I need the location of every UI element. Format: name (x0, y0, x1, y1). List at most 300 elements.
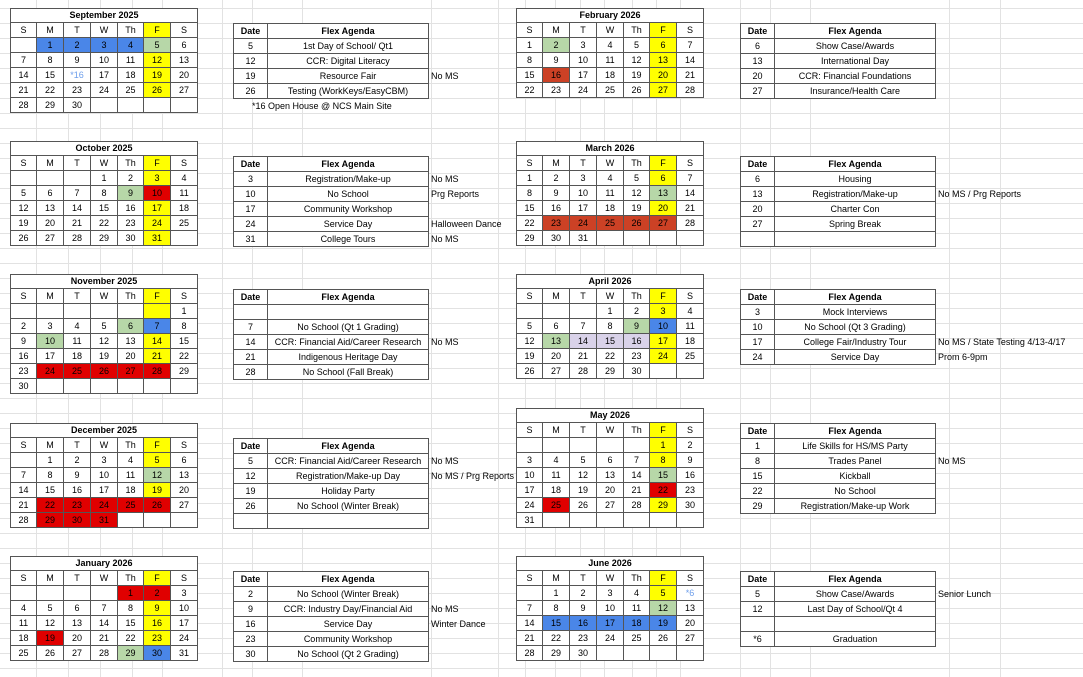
day-of-week-header: F (650, 423, 677, 438)
calendar-day-cell: 24 (650, 349, 677, 364)
agenda-date-cell: 22 (741, 484, 775, 499)
calendar-day-cell: 29 (91, 231, 118, 246)
agenda-note-cell (429, 39, 519, 54)
agenda-date-cell: 26 (234, 84, 268, 99)
calendar-day-cell: 17 (570, 201, 597, 216)
agenda-date-cell: 27 (741, 84, 775, 99)
calendar-day-cell: 31 (144, 231, 171, 246)
calendar-day-cell: 27 (37, 231, 64, 246)
day-of-week-header: S (677, 156, 704, 171)
day-of-week-header: W (91, 571, 118, 586)
agenda-date-cell: 28 (234, 365, 268, 380)
calendar-day-cell: 19 (624, 201, 650, 216)
date-column-header: Date (741, 572, 775, 587)
calendar-day-cell: 26 (624, 216, 650, 231)
calendar-day-cell: 18 (597, 201, 624, 216)
agenda-item-cell: Trades Panel (775, 454, 936, 469)
calendar-day-cell: 5 (144, 38, 171, 53)
notes-cell (936, 290, 1026, 305)
calendar-day-cell: 4 (597, 171, 624, 186)
calendar-day-cell: 30 (144, 646, 171, 661)
agenda-note-cell (936, 617, 1026, 632)
calendar-day-cell: 6 (171, 38, 198, 53)
flex-agenda-table-may (740, 423, 1026, 514)
calendar-day-cell: 4 (64, 319, 91, 334)
flex-agenda-column-header: Flex Agenda (268, 290, 429, 305)
calendar-day-cell: 25 (171, 216, 198, 231)
calendar-day-cell: 25 (118, 83, 144, 98)
calendar-day-cell (650, 646, 677, 661)
calendar-day-cell: 5 (91, 319, 118, 334)
calendar-day-cell: 29 (171, 364, 198, 379)
calendar-day-cell: 8 (517, 186, 543, 201)
calendar-day-cell (37, 171, 64, 186)
calendar-day-cell: 13 (650, 186, 677, 201)
agenda-note-cell (936, 69, 1026, 84)
calendar-day-cell: 17 (91, 68, 118, 83)
agenda-note-cell: No MS (431, 173, 459, 184)
calendar-day-cell: 18 (624, 616, 650, 631)
date-column-header: Date (234, 439, 268, 454)
agenda-date-cell: 30 (234, 647, 268, 662)
day-of-week-header: M (37, 438, 64, 453)
calendar-day-cell (64, 379, 91, 394)
calendar-day-cell: 4 (11, 601, 37, 616)
calendar-day-cell: 9 (64, 468, 91, 483)
agenda-item-cell: Insurance/Health Care (775, 84, 936, 99)
calendar-day-cell (517, 586, 543, 601)
calendar-day-cell: 7 (677, 171, 704, 186)
calendar-day-cell: 18 (543, 483, 570, 498)
agenda-date-cell: 13 (741, 54, 775, 69)
day-of-week-header: F (144, 289, 171, 304)
calendar-day-cell: 24 (91, 498, 118, 513)
gridline-h (0, 548, 1083, 549)
agenda-item-cell (268, 305, 429, 320)
notes-cell (936, 424, 1026, 439)
agenda-note-cell: No MS (431, 70, 459, 81)
day-of-week-header: S (11, 23, 37, 38)
calendar-day-cell: 28 (64, 231, 91, 246)
calendar-day-cell (570, 304, 597, 319)
calendar-day-cell: 9 (11, 334, 37, 349)
calendar-day-cell: 7 (11, 53, 37, 68)
calendar-day-cell: 20 (650, 201, 677, 216)
calendar-day-cell: 10 (37, 334, 64, 349)
calendar-day-cell: 19 (650, 616, 677, 631)
day-of-week-header: T (570, 23, 597, 38)
calendar-day-cell: 30 (570, 646, 597, 661)
agenda-note-cell (936, 469, 1026, 484)
calendar-day-cell: 21 (11, 83, 37, 98)
day-of-week-header: S (677, 23, 704, 38)
agenda-item-cell: Mock Interviews (775, 305, 936, 320)
calendar-day-cell (144, 379, 171, 394)
agenda-item-cell: No School (Winter Break) (268, 499, 429, 514)
calendar-day-cell: 12 (570, 468, 597, 483)
agenda-date-cell: 27 (741, 217, 775, 232)
day-of-week-header: Th (118, 289, 144, 304)
calendar-day-cell: 18 (118, 68, 144, 83)
agenda-note-cell (936, 39, 1026, 54)
agenda-item-cell: Service Day (775, 350, 936, 365)
calendar-day-cell: 13 (118, 334, 144, 349)
calendar-day-cell: 6 (650, 38, 677, 53)
day-of-week-header: Th (624, 423, 650, 438)
month-calendar-sep-2025 (10, 8, 198, 113)
calendar-day-cell: 27 (64, 646, 91, 661)
calendar-day-cell: 3 (570, 171, 597, 186)
agenda-note-cell (429, 484, 519, 499)
agenda-date-cell: *6 (741, 632, 775, 647)
agenda-note-cell: No MS (431, 455, 459, 466)
calendar-day-cell (517, 304, 543, 319)
notes-cell (429, 439, 519, 454)
calendar-day-cell (37, 379, 64, 394)
calendar-day-cell: 4 (597, 38, 624, 53)
calendar-day-cell: 3 (171, 586, 198, 601)
calendar-day-cell: 12 (624, 186, 650, 201)
calendar-day-cell: 30 (64, 98, 91, 113)
calendar-day-cell: 31 (570, 231, 597, 246)
calendar-day-cell: 2 (144, 586, 171, 601)
agenda-date-cell: 10 (234, 187, 268, 202)
month-calendar-nov-2025 (10, 274, 198, 394)
flex-agenda-column-header: Flex Agenda (268, 157, 429, 172)
day-of-week-header: S (517, 23, 543, 38)
calendar-day-cell: 5 (517, 319, 543, 334)
agenda-note-cell (429, 54, 519, 69)
calendar-day-cell: 21 (677, 201, 704, 216)
agenda-date-cell: 14 (234, 335, 268, 350)
calendar-day-cell: 24 (517, 498, 543, 513)
calendar-day-cell: 30 (11, 379, 37, 394)
calendar-day-cell: 27 (677, 631, 704, 646)
calendar-day-cell: 16 (543, 68, 570, 83)
calendar-day-cell: 26 (624, 83, 650, 98)
calendar-day-cell: 26 (144, 498, 171, 513)
calendar-day-cell: 10 (570, 186, 597, 201)
notes-cell (936, 157, 1026, 172)
calendar-day-cell: 1 (517, 38, 543, 53)
calendar-day-cell: 23 (543, 83, 570, 98)
day-of-week-header: W (91, 23, 118, 38)
calendar-day-cell: 14 (570, 334, 597, 349)
date-column-header: Date (741, 424, 775, 439)
agenda-note-cell: Prom 6-9pm (938, 351, 988, 362)
calendar-day-cell: 21 (91, 631, 118, 646)
calendar-day-cell: 26 (517, 364, 543, 379)
day-of-week-header: M (37, 156, 64, 171)
flex-agenda-column-header: Flex Agenda (268, 439, 429, 454)
agenda-note-cell (429, 632, 519, 647)
gridline-h (0, 263, 1083, 264)
month-title: February 2026 (517, 9, 704, 23)
agenda-item-cell: Kickball (775, 469, 936, 484)
calendar-day-cell: 12 (144, 468, 171, 483)
calendar-day-cell: 27 (118, 364, 144, 379)
agenda-note-cell: Winter Dance (431, 618, 486, 629)
flex-agenda-table-nov (233, 289, 519, 380)
agenda-item-cell: Spring Break (775, 217, 936, 232)
calendar-day-cell: *6 (677, 586, 704, 601)
agenda-note-cell: Halloween Dance (431, 218, 502, 229)
calendar-day-cell: 29 (37, 98, 64, 113)
calendar-day-cell: 24 (144, 216, 171, 231)
agenda-item-cell: 1st Day of School/ Qt1 (268, 39, 429, 54)
flex-agenda-table-oct (233, 156, 519, 247)
calendar-day-cell: 27 (650, 216, 677, 231)
calendar-day-cell (91, 379, 118, 394)
calendar-day-cell: 10 (144, 186, 171, 201)
agenda-date-cell: 12 (741, 602, 775, 617)
calendar-day-cell: 24 (597, 631, 624, 646)
calendar-day-cell: 9 (570, 601, 597, 616)
calendar-day-cell (118, 513, 144, 528)
agenda-item-cell: Show Case/Awards (775, 39, 936, 54)
calendar-day-cell (118, 379, 144, 394)
notes-cell (429, 157, 519, 172)
calendar-day-cell: 29 (543, 646, 570, 661)
calendar-day-cell (570, 438, 597, 453)
calendar-day-cell (171, 231, 198, 246)
calendar-day-cell: 10 (91, 468, 118, 483)
calendar-day-cell: 20 (171, 68, 198, 83)
calendar-day-cell: 28 (91, 646, 118, 661)
calendar-day-cell (118, 304, 144, 319)
calendar-day-cell: 24 (171, 631, 198, 646)
agenda-item-cell: Service Day (268, 617, 429, 632)
calendar-day-cell: 20 (677, 616, 704, 631)
agenda-item-cell: No School (Qt 2 Grading) (268, 647, 429, 662)
calendar-day-cell: 22 (37, 83, 64, 98)
calendar-day-cell: 14 (64, 201, 91, 216)
agenda-note-cell (936, 320, 1026, 335)
calendar-day-cell: 8 (650, 453, 677, 468)
agenda-item-cell (268, 514, 429, 529)
month-title: December 2025 (11, 424, 198, 438)
day-of-week-header: Th (624, 571, 650, 586)
calendar-day-cell: 4 (624, 586, 650, 601)
calendar-day-cell: 27 (171, 83, 198, 98)
calendar-day-cell: 25 (597, 216, 624, 231)
agenda-item-cell: No School (Winter Break) (268, 587, 429, 602)
calendar-day-cell: 5 (624, 171, 650, 186)
agenda-item-cell: No School (Qt 1 Grading) (268, 320, 429, 335)
calendar-day-cell: 2 (64, 453, 91, 468)
agenda-date-cell: 29 (741, 499, 775, 514)
agenda-note-cell: No MS / Prg Reports (431, 470, 515, 481)
calendar-day-cell: 1 (37, 38, 64, 53)
agenda-date-cell: 16 (234, 617, 268, 632)
calendar-day-cell: 4 (118, 453, 144, 468)
calendar-day-cell (144, 304, 171, 319)
calendar-day-cell: 21 (144, 349, 171, 364)
flex-agenda-table-apr (740, 289, 1066, 365)
calendar-day-cell: 6 (171, 453, 198, 468)
calendar-day-cell (570, 513, 597, 528)
agenda-note-cell (936, 439, 1026, 454)
calendar-day-cell: 1 (597, 304, 624, 319)
calendar-day-cell: 26 (91, 364, 118, 379)
flex-agenda-table-mar (740, 156, 1026, 247)
day-of-week-header: W (91, 438, 118, 453)
calendar-day-cell: 23 (543, 216, 570, 231)
calendar-day-cell: 7 (144, 319, 171, 334)
calendar-day-cell: 5 (570, 453, 597, 468)
calendar-day-cell: 18 (677, 334, 704, 349)
agenda-item-cell: CCR: Industry Day/Financial Aid (268, 602, 429, 617)
calendar-day-cell: 25 (118, 498, 144, 513)
calendar-day-cell: 22 (650, 483, 677, 498)
agenda-note-cell: No MS (431, 233, 459, 244)
calendar-day-cell: 8 (91, 186, 118, 201)
calendar-day-cell (11, 304, 37, 319)
calendar-day-cell: 8 (543, 601, 570, 616)
calendar-day-cell: 2 (543, 38, 570, 53)
agenda-note-cell (936, 217, 1026, 232)
agenda-date-cell: 8 (741, 454, 775, 469)
agenda-date-cell: 20 (741, 69, 775, 84)
calendar-day-cell (64, 171, 91, 186)
agenda-item-cell: Community Workshop (268, 632, 429, 647)
calendar-day-cell (650, 364, 677, 379)
agenda-item-cell: Life Skills for HS/MS Party (775, 439, 936, 454)
calendar-day-cell: 28 (677, 83, 704, 98)
month-calendar-mar-2026 (516, 141, 704, 246)
calendar-day-cell: 19 (624, 68, 650, 83)
calendar-day-cell: 19 (91, 349, 118, 364)
day-of-week-header: Th (118, 156, 144, 171)
day-of-week-header: F (650, 289, 677, 304)
calendar-day-cell: 13 (543, 334, 570, 349)
calendar-day-cell: 9 (118, 186, 144, 201)
day-of-week-header: S (517, 289, 543, 304)
calendar-day-cell: 1 (118, 586, 144, 601)
calendar-day-cell: 12 (624, 53, 650, 68)
day-of-week-header: Th (118, 438, 144, 453)
calendar-day-cell (11, 453, 37, 468)
calendar-day-cell: 2 (677, 438, 704, 453)
calendar-day-cell (64, 304, 91, 319)
agenda-note-cell (936, 499, 1026, 514)
flex-agenda-column-header: Flex Agenda (775, 24, 936, 39)
calendar-day-cell: 11 (11, 616, 37, 631)
calendar-day-cell: 27 (597, 498, 624, 513)
agenda-date-cell: 13 (741, 187, 775, 202)
calendar-day-cell (91, 304, 118, 319)
calendar-day-cell: 23 (64, 498, 91, 513)
calendar-day-cell: 24 (37, 364, 64, 379)
calendar-day-cell (37, 586, 64, 601)
calendar-day-cell (171, 513, 198, 528)
month-title: September 2025 (11, 9, 198, 23)
calendar-day-cell (91, 98, 118, 113)
month-calendar-oct-2025 (10, 141, 198, 246)
calendar-day-cell: 24 (570, 216, 597, 231)
calendar-day-cell: 24 (570, 83, 597, 98)
calendar-day-cell: 17 (597, 616, 624, 631)
agenda-item-cell: Charter Con (775, 202, 936, 217)
calendar-day-cell: 22 (91, 216, 118, 231)
calendar-day-cell: 6 (64, 601, 91, 616)
calendar-day-cell: 21 (624, 483, 650, 498)
flex-agenda-column-header: Flex Agenda (268, 24, 429, 39)
day-of-week-header: F (144, 156, 171, 171)
day-of-week-header: W (597, 289, 624, 304)
calendar-day-cell: 2 (624, 304, 650, 319)
calendar-day-cell: 1 (543, 586, 570, 601)
calendar-day-cell: 15 (118, 616, 144, 631)
calendar-day-cell (624, 231, 650, 246)
calendar-day-cell: 15 (650, 468, 677, 483)
calendar-day-cell: *16 (64, 68, 91, 83)
flex-agenda-column-header: Flex Agenda (775, 290, 936, 305)
gridline-h (0, 248, 1083, 249)
calendar-day-cell: 28 (570, 364, 597, 379)
calendar-day-cell: 4 (543, 453, 570, 468)
calendar-day-cell: 22 (543, 631, 570, 646)
agenda-date-cell: 24 (741, 350, 775, 365)
calendar-day-cell: 11 (118, 468, 144, 483)
calendar-day-cell: 11 (118, 53, 144, 68)
calendar-day-cell: 17 (144, 201, 171, 216)
calendar-day-cell: 14 (11, 483, 37, 498)
agenda-item-cell: International Day (775, 54, 936, 69)
calendar-day-cell: 23 (570, 631, 597, 646)
calendar-day-cell: 23 (11, 364, 37, 379)
calendar-day-cell: 13 (597, 468, 624, 483)
date-column-header: Date (234, 24, 268, 39)
agenda-date-cell (741, 232, 775, 247)
calendar-day-cell (11, 586, 37, 601)
agenda-note-cell: No MS / State Testing 4/13-4/17 (938, 336, 1066, 347)
agenda-date-cell: 24 (234, 217, 268, 232)
calendar-day-cell: 16 (64, 483, 91, 498)
calendar-day-cell: 18 (64, 349, 91, 364)
calendar-day-cell: 15 (91, 201, 118, 216)
calendar-day-cell: 23 (64, 83, 91, 98)
flex-agenda-column-header: Flex Agenda (775, 424, 936, 439)
calendar-day-cell: 11 (677, 319, 704, 334)
calendar-day-cell: 23 (624, 349, 650, 364)
calendar-day-cell: 14 (677, 53, 704, 68)
calendar-day-cell: 16 (543, 201, 570, 216)
calendar-day-cell: 24 (91, 83, 118, 98)
agenda-item-cell: No School (268, 187, 429, 202)
agenda-date-cell: 5 (234, 454, 268, 469)
agenda-item-cell: CCR: Financial Aid/Career Research (268, 335, 429, 350)
day-of-week-header: S (517, 423, 543, 438)
day-of-week-header: S (677, 423, 704, 438)
month-calendar-apr-2026 (516, 274, 704, 379)
calendar-day-cell: 20 (597, 483, 624, 498)
calendar-day-cell: 16 (144, 616, 171, 631)
notes-cell (429, 572, 519, 587)
calendar-day-cell: 17 (570, 68, 597, 83)
calendar-day-cell: 12 (91, 334, 118, 349)
flex-agenda-table-feb (740, 23, 1026, 99)
calendar-day-cell: 19 (37, 631, 64, 646)
calendar-day-cell: 7 (624, 453, 650, 468)
day-of-week-header: Th (624, 156, 650, 171)
agenda-date-cell: 2 (234, 587, 268, 602)
calendar-day-cell: 29 (517, 231, 543, 246)
day-of-week-header: Th (624, 23, 650, 38)
agenda-date-cell: 3 (741, 305, 775, 320)
calendar-day-cell: 4 (171, 171, 198, 186)
agenda-date-cell: 7 (234, 320, 268, 335)
